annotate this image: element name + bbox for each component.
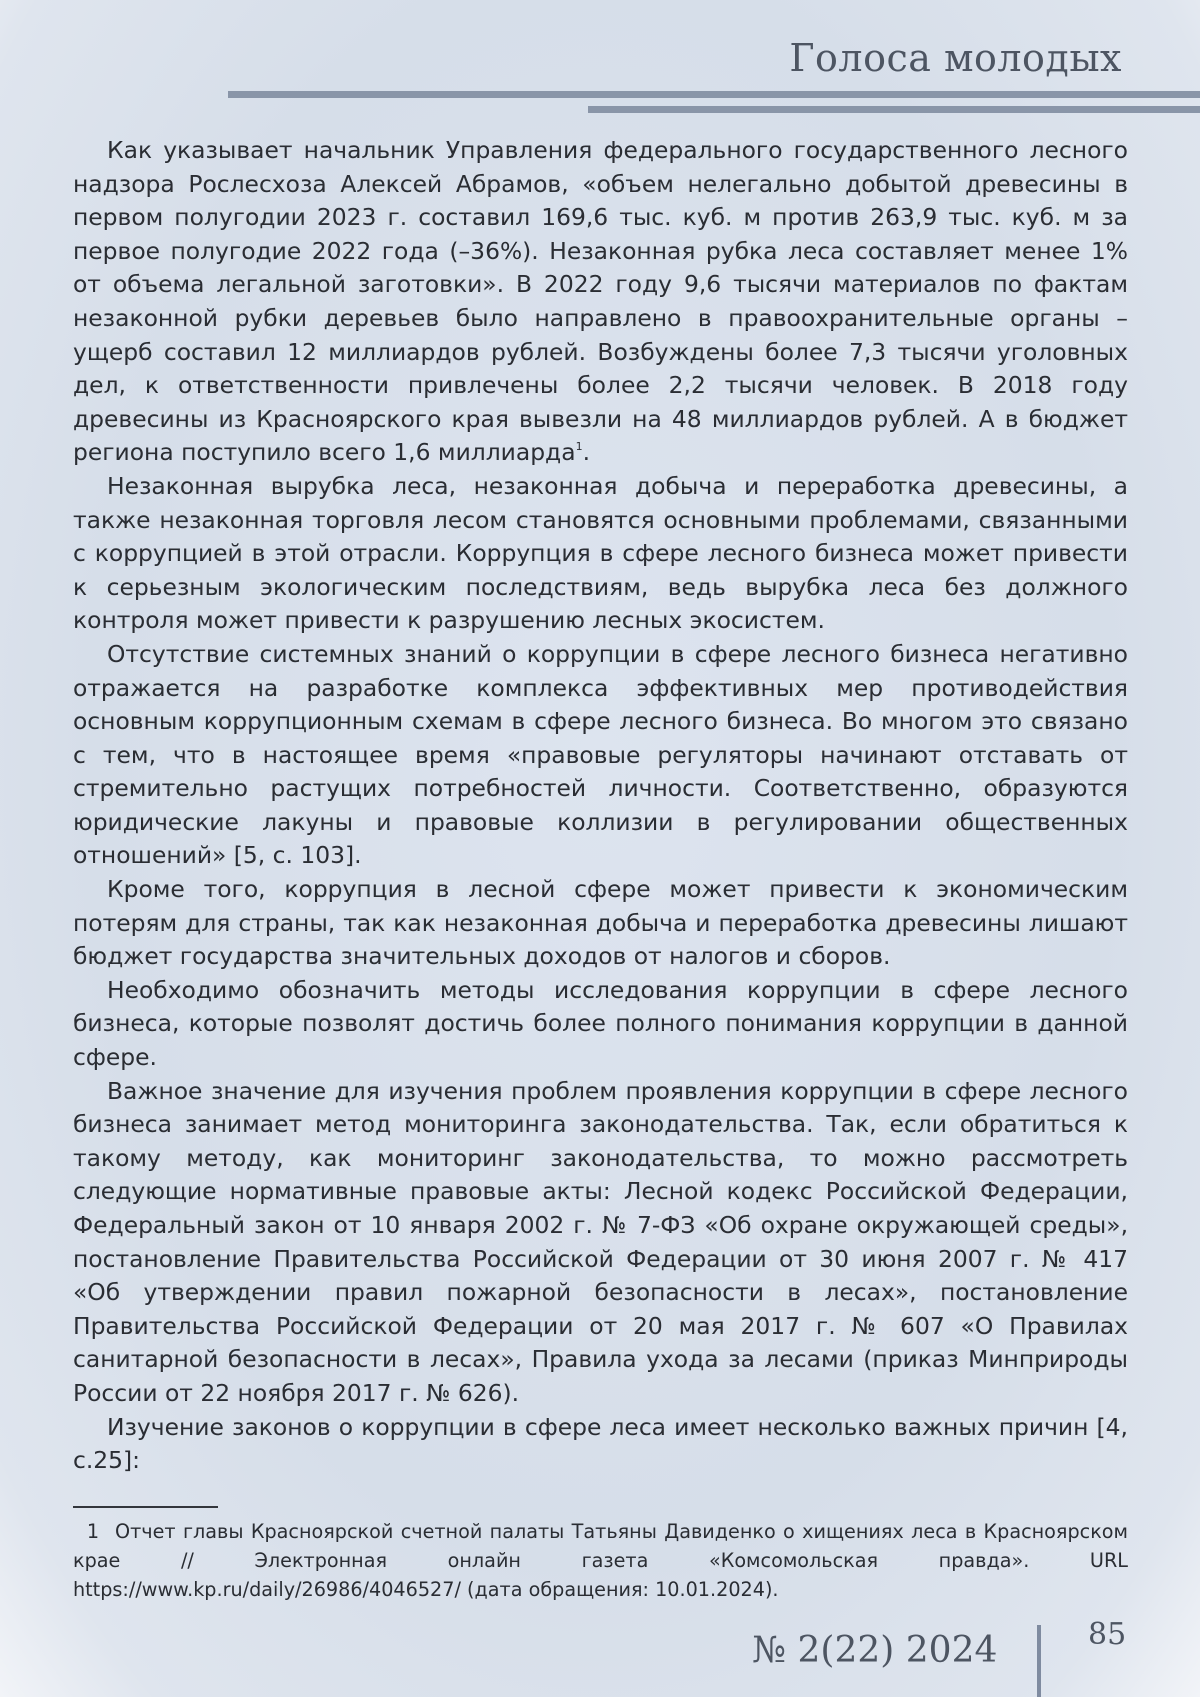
footer-divider xyxy=(1037,1625,1041,1697)
page-number: 85 xyxy=(1088,1617,1126,1652)
paragraph-1 xyxy=(73,134,1128,470)
section-title: Голоса молодых xyxy=(789,36,1122,80)
issue-number: № 2(22) 2024 xyxy=(752,1630,997,1671)
paragraph-1-text: Как указывает начальник Управления федерального государственного лесного надзора Рослесхоза Алексей Абрамов, «объем нелегально добытой древесины в первом полугодии 2023 г. составил 169,6 тыс. куб. м против 263,9 тыс. куб. м за первое полугодие 2022 года (–36%). Незаконная рубка леса составляет менее 1% от объема легальной заготовки». В 2022 году 9,6 тысячи материалов по фактам незаконной рубки деревьев было направлено в правоохранительные органы – ущерб составил 12 миллиардов рублей. Возбуждены более 7,3 тысячи уголовных дел, к ответственности привлечены более 2,2 тысячи человек. В 2018 году древесины из Красноярского края вывезли на 48 миллиардов рублей. А в бюджет региона поступило всего 1,6 миллиарда xyxy=(73,136,1128,466)
paragraph-2: Незаконная вырубка леса, незаконная добыча и переработка древесины, а также незаконная торговля лесом становятся основными проблемами, связанными с коррупцией в этой отрасли. Коррупция в сфере лесного бизнеса может привести к серьезным экологическим последствиям, ведь вырубка леса без должного контроля может привести к разрушению лесных экосистем. xyxy=(73,470,1128,638)
paragraph-6: Важное значение для изучения проблем проявления коррупции в сфере лесного бизнеса занимает метод мониторинга законодательства. Так, если обратиться к такому методу, как мониторинг законодательства, то можно рассмотреть следующие нормативные правовые акты: Лесной кодекс Российской Федерации, Федеральный закон от 10 января 2002 г. № 7-ФЗ «Об охране окружающей среды», постановление Правительства Российской Федерации от 30 июня 2007 г. № 417 «Об утверждении правил пожарной безопасности в лесах», постановление Правительства Российской Федерации от 20 мая 2017 г. № 607 «О Правилах санитарной безопасности в лесах», Правила ухода за лесами (приказ Минприроды России от 22 ноября 2017 г. № 626). xyxy=(73,1075,1128,1411)
footnote-text: Отчет главы Красноярской счетной палаты Татьяны Давиденко о хищениях леса в Красноярском крае // Электронная онлайн газета «Комсомольская правда». URL https://www.kp.ru/daily/26986/4046527/ (дата обращения: 10.01.2024). xyxy=(73,1520,1128,1601)
footnote-number: 1 xyxy=(79,1517,107,1546)
paragraph-3: Отсутствие системных знаний о коррупции в сфере лесного бизнеса негативно отражается на разработке комплекса эффективных мер противодействия основным коррупционным схемам в сфере лесного бизнеса. Во многом это связано с тем, что в настоящее время «правовые регуляторы начинают отставать от стремительно растущих потребностей личности. Соответственно, образуются юридические лакуны и правовые коллизии в регулировании общественных отношений» [5, с. 103]. xyxy=(73,638,1128,873)
article-body xyxy=(73,134,1128,1478)
paragraph-1-end: . xyxy=(583,438,590,466)
footnote xyxy=(73,1517,1128,1604)
paragraph-7: Изучение законов о коррупции в сфере леса имеет несколько важных причин [4, с.25]: xyxy=(73,1411,1128,1478)
header-rule-lower xyxy=(588,106,1200,113)
paragraph-4: Кроме того, коррупция в лесной сфере может привести к экономическим потерям для страны, так как незаконная добыча и переработка древесины лишают бюджет государства значительных доходов от налогов и сборов. xyxy=(73,873,1128,974)
header-rule-upper xyxy=(228,91,1200,98)
paragraph-5: Необходимо обозначить методы исследования коррупции в сфере лесного бизнеса, которые позволят достичь более полного понимания коррупции в данной сфере. xyxy=(73,974,1128,1075)
footnote-reference: 1 xyxy=(576,440,583,453)
footnote-separator xyxy=(73,1506,218,1508)
journal-page xyxy=(0,0,1200,1697)
